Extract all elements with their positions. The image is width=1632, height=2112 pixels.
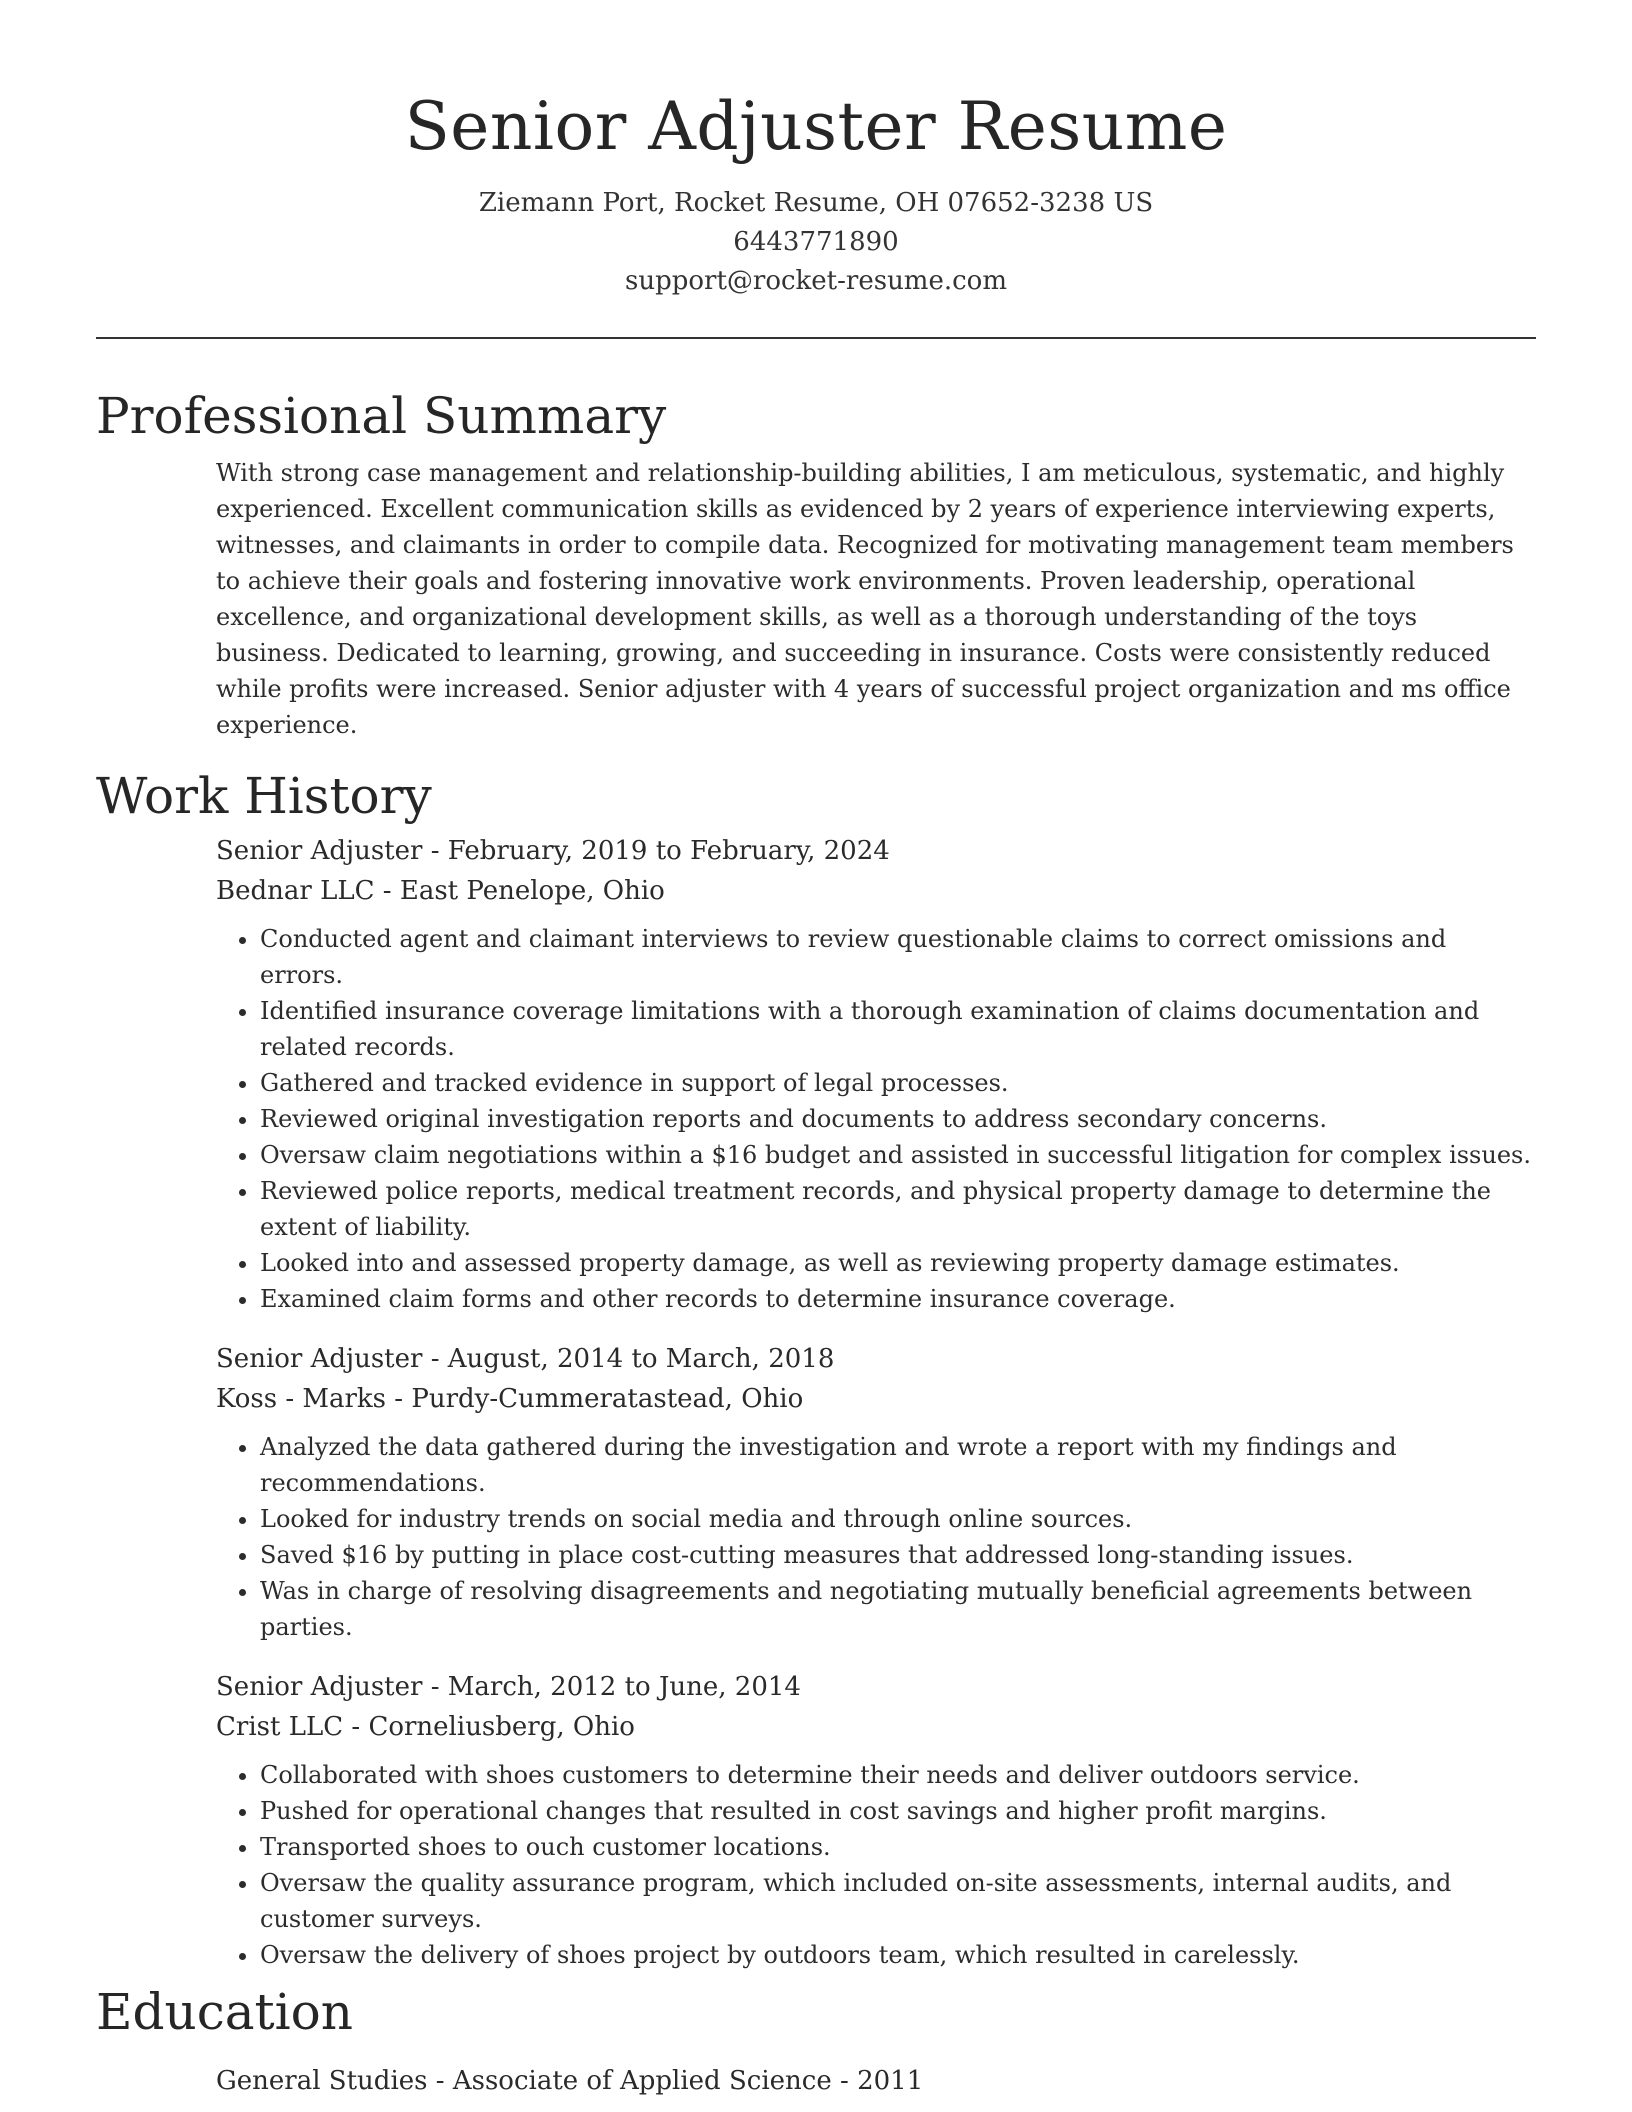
job-location: Purdy-Cummeratastead, Ohio xyxy=(411,1384,804,1414)
education-separator: - xyxy=(427,2066,453,2096)
job-bullets xyxy=(216,921,1536,1317)
job-title: Senior Adjuster xyxy=(216,1672,423,1702)
job-title-line xyxy=(216,831,1536,871)
job-separator: - xyxy=(422,1344,448,1374)
list-item: • Was in charge of resolving disagreements and negotiating mutually beneficial agreements between parties. xyxy=(260,1573,1536,1645)
education-separator: - xyxy=(831,2066,858,2096)
list-item: • Identified insurance coverage limitations with a thorough examination of claims documentation and related records. xyxy=(260,993,1536,1065)
header-divider xyxy=(96,337,1536,339)
list-item: • Examined claim forms and other records to determine insurance coverage. xyxy=(260,1281,1536,1317)
resume-page xyxy=(96,0,1536,2101)
summary-heading: Professional Summary xyxy=(96,387,667,445)
education-degree: Associate of Applied Science xyxy=(452,2066,832,2096)
job-dates: February, 2019 to February, 2024 xyxy=(447,836,890,866)
resume-title: Senior Adjuster Resume xyxy=(404,88,1228,165)
list-item: • Collaborated with shoes customers to determine their needs and deliver outdoors service. xyxy=(260,1757,1536,1793)
summary-text: With strong case management and relationship-building abilities, I am meticulous, systematic, and highly experienced. Excellent communication skills as evidenced by 2 years of experience interviewing experts, witnesses, and claimants in order to compile data. Recognized for motivating management team members to achieve their goals and fostering innovative work environments. Proven leadership, operational excellence, and organizational development skills, as well as a thorough understanding of the toys business. Dedicated to learning, growing, and succeeding in insurance. Costs were consistently reduced while profits were increased. Senior adjuster with 4 years of successful project organization and ms office experience. xyxy=(216,459,1514,739)
list-item: • Transported shoes to ouch customer locations. xyxy=(260,1829,1536,1865)
job-bullets xyxy=(216,1757,1536,1973)
job-company-line xyxy=(216,871,1536,911)
job-company-line xyxy=(216,1379,1536,1419)
job-title: Senior Adjuster xyxy=(216,836,423,866)
job-dates: March, 2012 to June, 2014 xyxy=(447,1672,801,1702)
job-separator: - xyxy=(374,876,400,906)
job-separator: - xyxy=(422,836,448,866)
list-item: • Conducted agent and claimant interviews to review questionable claims to correct omissions and errors. xyxy=(260,921,1536,993)
list-item: • Analyzed the data gathered during the investigation and wrote a report with my findings and recommendations. xyxy=(260,1429,1536,1501)
work-history-section xyxy=(216,831,1536,1973)
education-year: 2011 xyxy=(857,2066,924,2096)
job-title-line xyxy=(216,1667,1536,1707)
education-heading: Education xyxy=(96,1983,353,2041)
job-separator: - xyxy=(386,1384,412,1414)
contact-email: support@rocket-resume.com xyxy=(624,266,1007,296)
job-bullets xyxy=(216,1429,1536,1645)
job-entry xyxy=(216,831,1536,1317)
education-entry xyxy=(216,2061,1536,2101)
list-item: • Oversaw the quality assurance program, which included on-site assessments, internal audits, and customer surveys. xyxy=(260,1865,1536,1937)
job-company: Bednar LLC xyxy=(216,876,375,906)
list-item: • Saved $16 by putting in place cost-cutting measures that addressed long-standing issues. xyxy=(260,1537,1536,1573)
job-separator: - xyxy=(343,1712,369,1742)
list-item: • Looked for industry trends on social media and through online sources. xyxy=(260,1501,1536,1537)
job-separator: - xyxy=(422,1672,448,1702)
list-item: • Looked into and assessed property damage, as well as reviewing property damage estimates. xyxy=(260,1245,1536,1281)
contact-address: Ziemann Port, Rocket Resume, OH 07652-3238 US xyxy=(478,188,1154,218)
education-field: General Studies xyxy=(216,2066,428,2096)
list-item: • Oversaw claim negotiations within a $16 budget and assisted in successful litigation for complex issues. xyxy=(260,1137,1536,1173)
contact-block xyxy=(96,184,1536,301)
work-history-heading: Work History xyxy=(96,767,432,825)
job-company: Koss - Marks xyxy=(216,1384,387,1414)
list-item: • Reviewed police reports, medical treatment records, and physical property damage to determine the extent of liability. xyxy=(260,1173,1536,1245)
job-company: Crist LLC xyxy=(216,1712,344,1742)
job-entry xyxy=(216,1667,1536,1973)
job-title-line xyxy=(216,1339,1536,1379)
list-item: • Pushed for operational changes that resulted in cost savings and higher profit margins. xyxy=(260,1793,1536,1829)
job-location: Corneliusberg, Ohio xyxy=(368,1712,635,1742)
job-company-line xyxy=(216,1707,1536,1747)
education-section xyxy=(216,2061,1536,2101)
job-location: East Penelope, Ohio xyxy=(399,876,665,906)
contact-phone: 6443771890 xyxy=(733,227,899,257)
list-item: • Reviewed original investigation reports and documents to address secondary concerns. xyxy=(260,1101,1536,1137)
job-title: Senior Adjuster xyxy=(216,1344,423,1374)
list-item: • Oversaw the delivery of shoes project by outdoors team, which resulted in carelessly. xyxy=(260,1937,1536,1973)
job-entry xyxy=(216,1339,1536,1645)
summary-section xyxy=(216,455,1536,743)
job-dates: August, 2014 to March, 2018 xyxy=(447,1344,835,1374)
list-item: • Gathered and tracked evidence in support of legal processes. xyxy=(260,1065,1536,1101)
